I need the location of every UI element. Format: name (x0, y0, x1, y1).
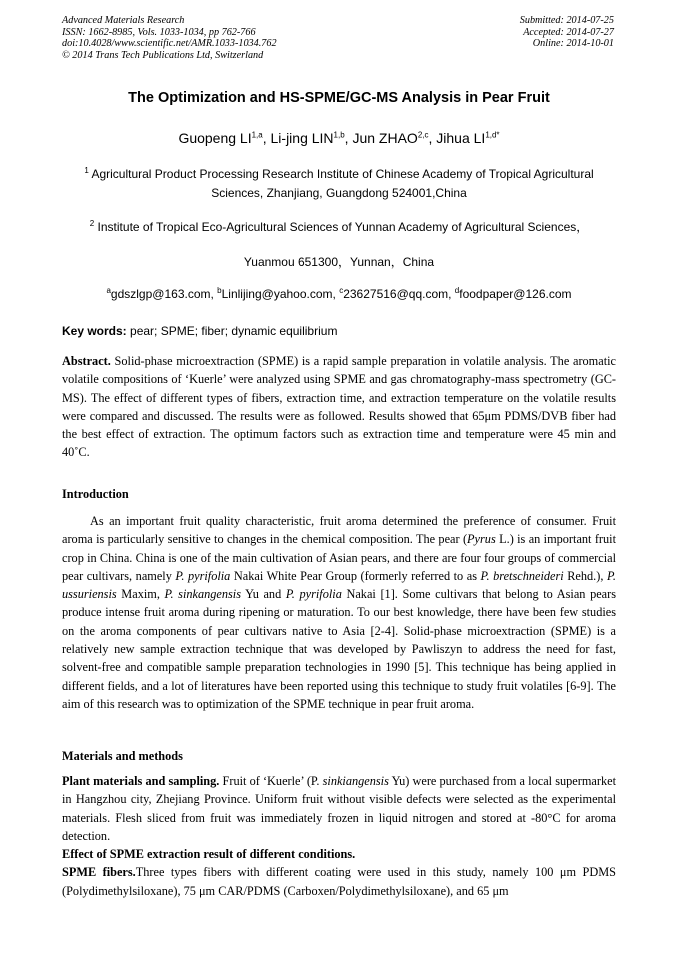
email[interactable]: $^c$23627516@qq.com, (339, 286, 455, 301)
section-heading-methods: Materials and methods (62, 749, 183, 763)
email[interactable]: $^d$foodpaper@126.com (454, 286, 572, 301)
submission-dates (520, 15, 614, 50)
journal-name: Advanced Materials Research (62, 15, 185, 26)
author: Jun ZHAO$^{2,c}$, (352, 130, 437, 146)
author-emails (0, 287, 678, 301)
author-list (0, 130, 678, 146)
journal-issn: ISSN: 1662-8985, Vols. 1033-1034, pp 762-766 (62, 26, 256, 38)
author: Li-jing LIN$^{1,b}$, (270, 130, 353, 146)
email[interactable]: $^b$Linlijing@yahoo.com, (217, 286, 340, 301)
keywords-label: Key words: (62, 324, 127, 338)
keywords (62, 324, 337, 338)
accepted-date: Accepted: 2014-07-27 (523, 26, 614, 38)
effect-heading: Effect of SPME extraction result of different conditions. (62, 847, 356, 862)
email[interactable]: $^a$gdszlgp@163.com, (106, 286, 218, 301)
journal-copyright: © 2014 Trans Tech Publications Ltd, Switzerland (62, 49, 264, 61)
paper-title: The Optimization and HS-SPME/GC-MS Analysis in Pear Fruit (128, 90, 550, 106)
plant-materials-label: Plant materials and sampling. (62, 774, 220, 788)
affiliation-1: $^1$ Agricultural Product Processing Research Institute of Chinese Academy of Tropical Agricultural Sciences, Zhanjiang, Guangdong 524001,China (84, 166, 594, 200)
section-heading-introduction: Introduction (62, 487, 129, 501)
author: Jihua $LI^{1,d*}$ (436, 130, 500, 146)
keywords-text: pear; SPME; fiber; dynamic equilibrium (126, 324, 338, 338)
author: Guopeng LI$^{1,a}$, (178, 130, 271, 146)
submitted-date: Submitted: 2014-07-25 (519, 15, 614, 26)
spme-fibers-label: SPME fibers. (62, 865, 136, 880)
abstract (62, 352, 616, 462)
journal-header (62, 15, 277, 61)
online-date: Online: 2014-10-01 (532, 38, 614, 50)
introduction-paragraph: As an important fruit quality characteristic, fruit aroma determined the preference of consumer. Fruit aroma is particularly sensitive to changes in the chemical composition. The pear (Pyrus L.) is an important fruit crop in China. China is one of the main cultivation of Asian pears, and there are four four groups of commercial pear cultivars, namely P. pyrifolia Nakai White Pear Group (formerly referred to as P. bretschneideri Rehd.), P. ussuriensis Maxim, P. sinkangensis Yu and P. pyrifolia Nakai [1]. Some cultivars that belong to Asian pears produce intense fruit aroma during ripening or maturation. To our best knowledge, there have been few studies on the aroma components of pear cultivars native to Asia [2-4]. Solid-phase microextraction (SPME) is a relatively new sample extraction technique that was developed by Pawliszyn to address the need for fast, solvent-free and compatible sample preparation technologies in 1990 [5]. This technique has being applied in different fields, and a lot of literatures have been reported using this technique to study fruit volatiles [6-9]. The aim of this research was to optimization of the SPME technique in pear fruit aroma. (62, 514, 617, 711)
affiliation-2: $^2$ Institute of Tropical Eco-Agricultural Sciences of Yunnan Academy of Agricultural Sciences， (89, 219, 589, 234)
methods-paragraph: Plant materials and sampling. Fruit of ‘Kuerle’ (P. sinkiangensis Yu) were purchased from a local supermarket in Hangzhou city, Zhejiang Province. Uniform fruit without visible defects were selected as the experimental materials. Flesh sliced from fruit was immediately frozen in liquid nitrogen and stored at -80°C for aroma detection. Effect of SPME extraction result of different conditions. SPME fibers.Three types fibers with different coating were used in this study, namely 100 μm PDMS (Polydimethylsiloxane), 75 μm CAR/PDMS (Carboxen/Polydimethylsiloxane), and 65 μm (62, 774, 616, 898)
affiliation-2-location: Yuanmou 651300，Yunnan，China (243, 255, 435, 269)
abstract-label: Abstract. (62, 354, 111, 368)
abstract-text: Solid-phase microextraction (SPME) is a rapid sample preparation in volatile analysis. The aromatic volatile compositions of ‘Kuerle’ were analyzed using SPME and gas chromatography-mass spectrometry (GC-MS). The effect of different types of fibers, extraction time, and extraction temperature on the volatile results were compared and discussed. The results were as followed. Results showed that 65μm PDMS/DVB fiber had the best effect of extraction. The optimum factors such as extraction time and temperature were 45 min and 40˚C. (62, 354, 616, 460)
journal-doi: doi:10.4028/www.scientific.net/AMR.1033-1034.762 (62, 38, 277, 50)
